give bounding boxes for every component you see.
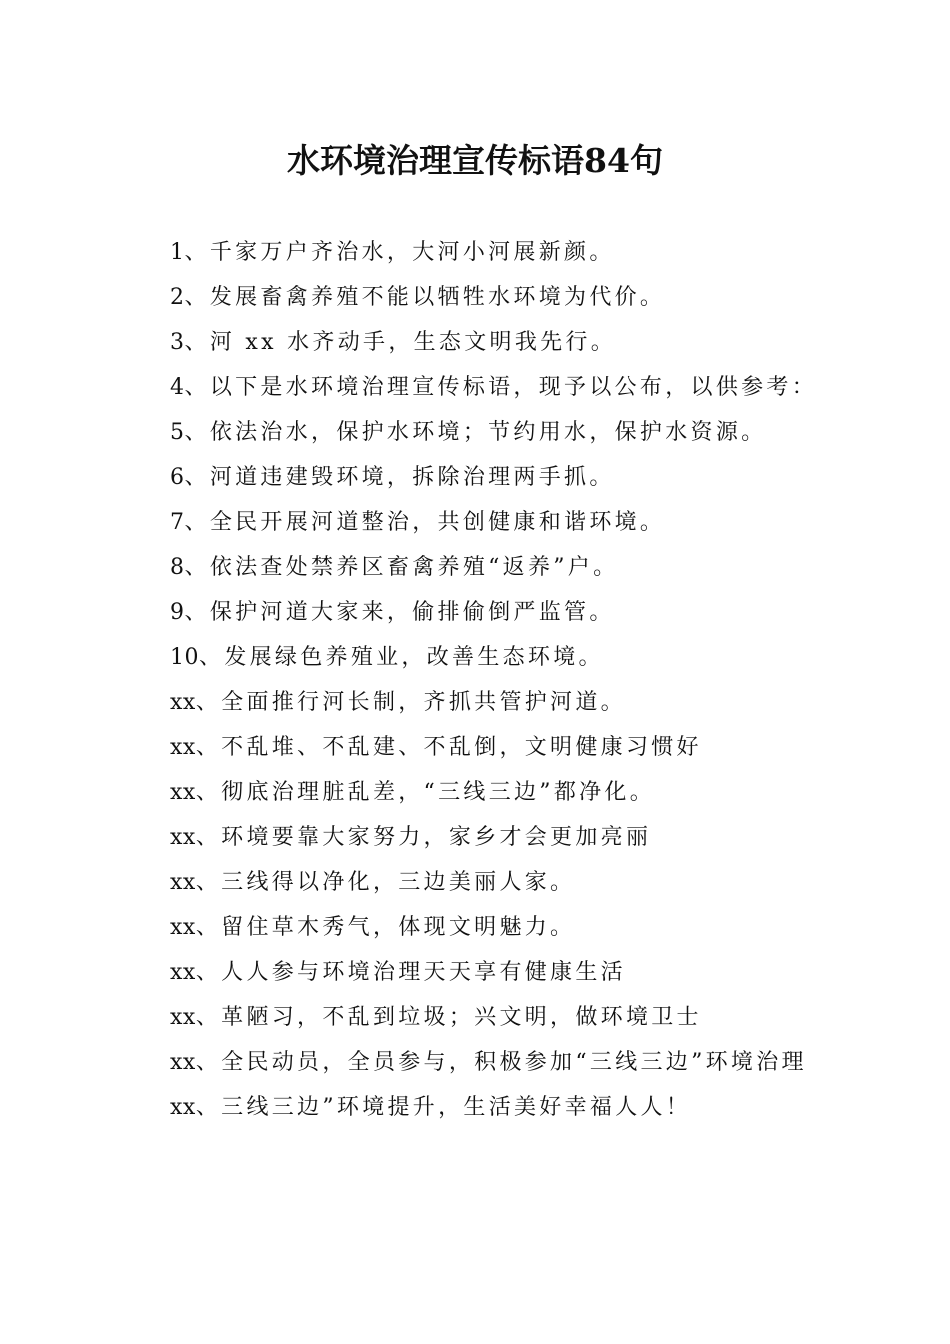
item-separator: 、 [184, 330, 210, 355]
item-text: 全民动员，全员参与，积极参加“三线三边”环境治理 [221, 1050, 807, 1075]
list-item [117, 995, 832, 1040]
list-item [117, 725, 832, 770]
document-title: 水环境治理宣传标语84句 [287, 141, 663, 180]
item-text: 以下是水环境治理宣传标语，现予以公布，以供参考： [209, 375, 818, 400]
item-text: 依法查处禁养区畜禽养殖“返养”户。 [209, 555, 619, 580]
item-separator: 、 [184, 465, 210, 490]
item-number: xx [170, 870, 196, 895]
item-separator: 、 [195, 960, 222, 985]
item-separator: 、 [184, 600, 210, 625]
item-number: 8 [170, 555, 185, 580]
list-item [117, 1040, 832, 1085]
item-number: 7 [170, 510, 185, 535]
item-text: 三线三边”环境提升，生活美好幸福人人！ [221, 1095, 692, 1120]
item-number: 3 [170, 330, 185, 355]
item-separator: 、 [184, 510, 210, 535]
item-number: xx [170, 1005, 196, 1030]
item-separator: 、 [195, 735, 222, 760]
item-text: 留住草木秀气，体现文明魅力。 [221, 915, 576, 940]
list-item [117, 320, 832, 365]
item-number: 6 [170, 465, 185, 490]
slogan-list [0, 230, 950, 1130]
list-item [117, 500, 832, 545]
item-number: 9 [170, 600, 185, 625]
list-item [117, 590, 832, 635]
item-number: xx [170, 780, 196, 805]
item-separator: 、 [184, 555, 210, 580]
item-separator: 、 [195, 780, 222, 805]
item-number: xx [170, 690, 196, 715]
item-text: 革陋习，不乱到垃圾；兴文明，做环境卫士 [221, 1005, 702, 1030]
item-separator: 、 [184, 420, 210, 445]
item-number: xx [170, 735, 196, 760]
item-separator: 、 [195, 1005, 222, 1030]
item-separator: 、 [195, 870, 222, 895]
item-number: xx [170, 1095, 196, 1120]
item-text: 人人参与环境治理天天享有健康生活 [221, 960, 626, 985]
item-separator: 、 [195, 690, 222, 715]
list-item [117, 455, 832, 500]
item-text: 千家万户齐治水，大河小河展新颜。 [209, 240, 615, 265]
list-item [117, 815, 832, 860]
item-text: 环境要靠大家努力，家乡才会更加亮丽 [221, 825, 652, 850]
item-separator: 、 [199, 645, 225, 670]
item-text: 依法治水，保护水环境；节约用水，保护水资源。 [209, 420, 767, 445]
list-item [117, 1085, 832, 1130]
item-text: 发展畜禽养殖不能以牺牲水环境为代价。 [209, 285, 666, 310]
item-text: 保护河道大家来，偷排偷倒严监管。 [209, 600, 615, 625]
item-text: 全民开展河道整治，共创健康和谐环境。 [209, 510, 666, 535]
list-item [117, 635, 832, 680]
item-separator: 、 [184, 375, 210, 400]
list-item [117, 680, 832, 725]
item-number: 4 [170, 375, 185, 400]
item-text: 不乱堆、不乱建、不乱倒，文明健康习惯好 [221, 735, 702, 760]
item-text: 彻底治理脏乱差，“三线三边”都净化。 [221, 780, 656, 805]
item-number: 2 [170, 285, 185, 310]
item-number: 5 [170, 420, 185, 445]
item-separator: 、 [184, 285, 210, 310]
item-text: 发展绿色养殖业，改善生态环境。 [224, 645, 604, 670]
item-text: 河 xx 水齐动手，生态文明我先行。 [209, 330, 617, 355]
list-item [117, 860, 832, 905]
item-separator: 、 [195, 825, 222, 850]
list-item [117, 770, 832, 815]
list-item [117, 230, 832, 275]
item-text: 河道违建毁环境，拆除治理两手抓。 [209, 465, 615, 490]
list-item [117, 365, 832, 410]
item-number: xx [170, 1050, 196, 1075]
list-item [117, 950, 832, 995]
item-number: 10 [170, 645, 199, 670]
list-item [117, 275, 832, 320]
item-separator: 、 [195, 1050, 222, 1075]
item-number: xx [170, 825, 196, 850]
item-number: xx [170, 960, 196, 985]
item-number: 1 [170, 240, 185, 265]
item-separator: 、 [184, 240, 210, 265]
list-item [117, 905, 832, 950]
item-separator: 、 [195, 1095, 222, 1120]
item-text: 三线得以净化，三边美丽人家。 [221, 870, 576, 895]
list-item [117, 545, 832, 590]
item-number: xx [170, 915, 196, 940]
item-text: 全面推行河长制，齐抓共管护河道。 [221, 690, 626, 715]
list-item [117, 410, 832, 455]
item-separator: 、 [195, 915, 222, 940]
